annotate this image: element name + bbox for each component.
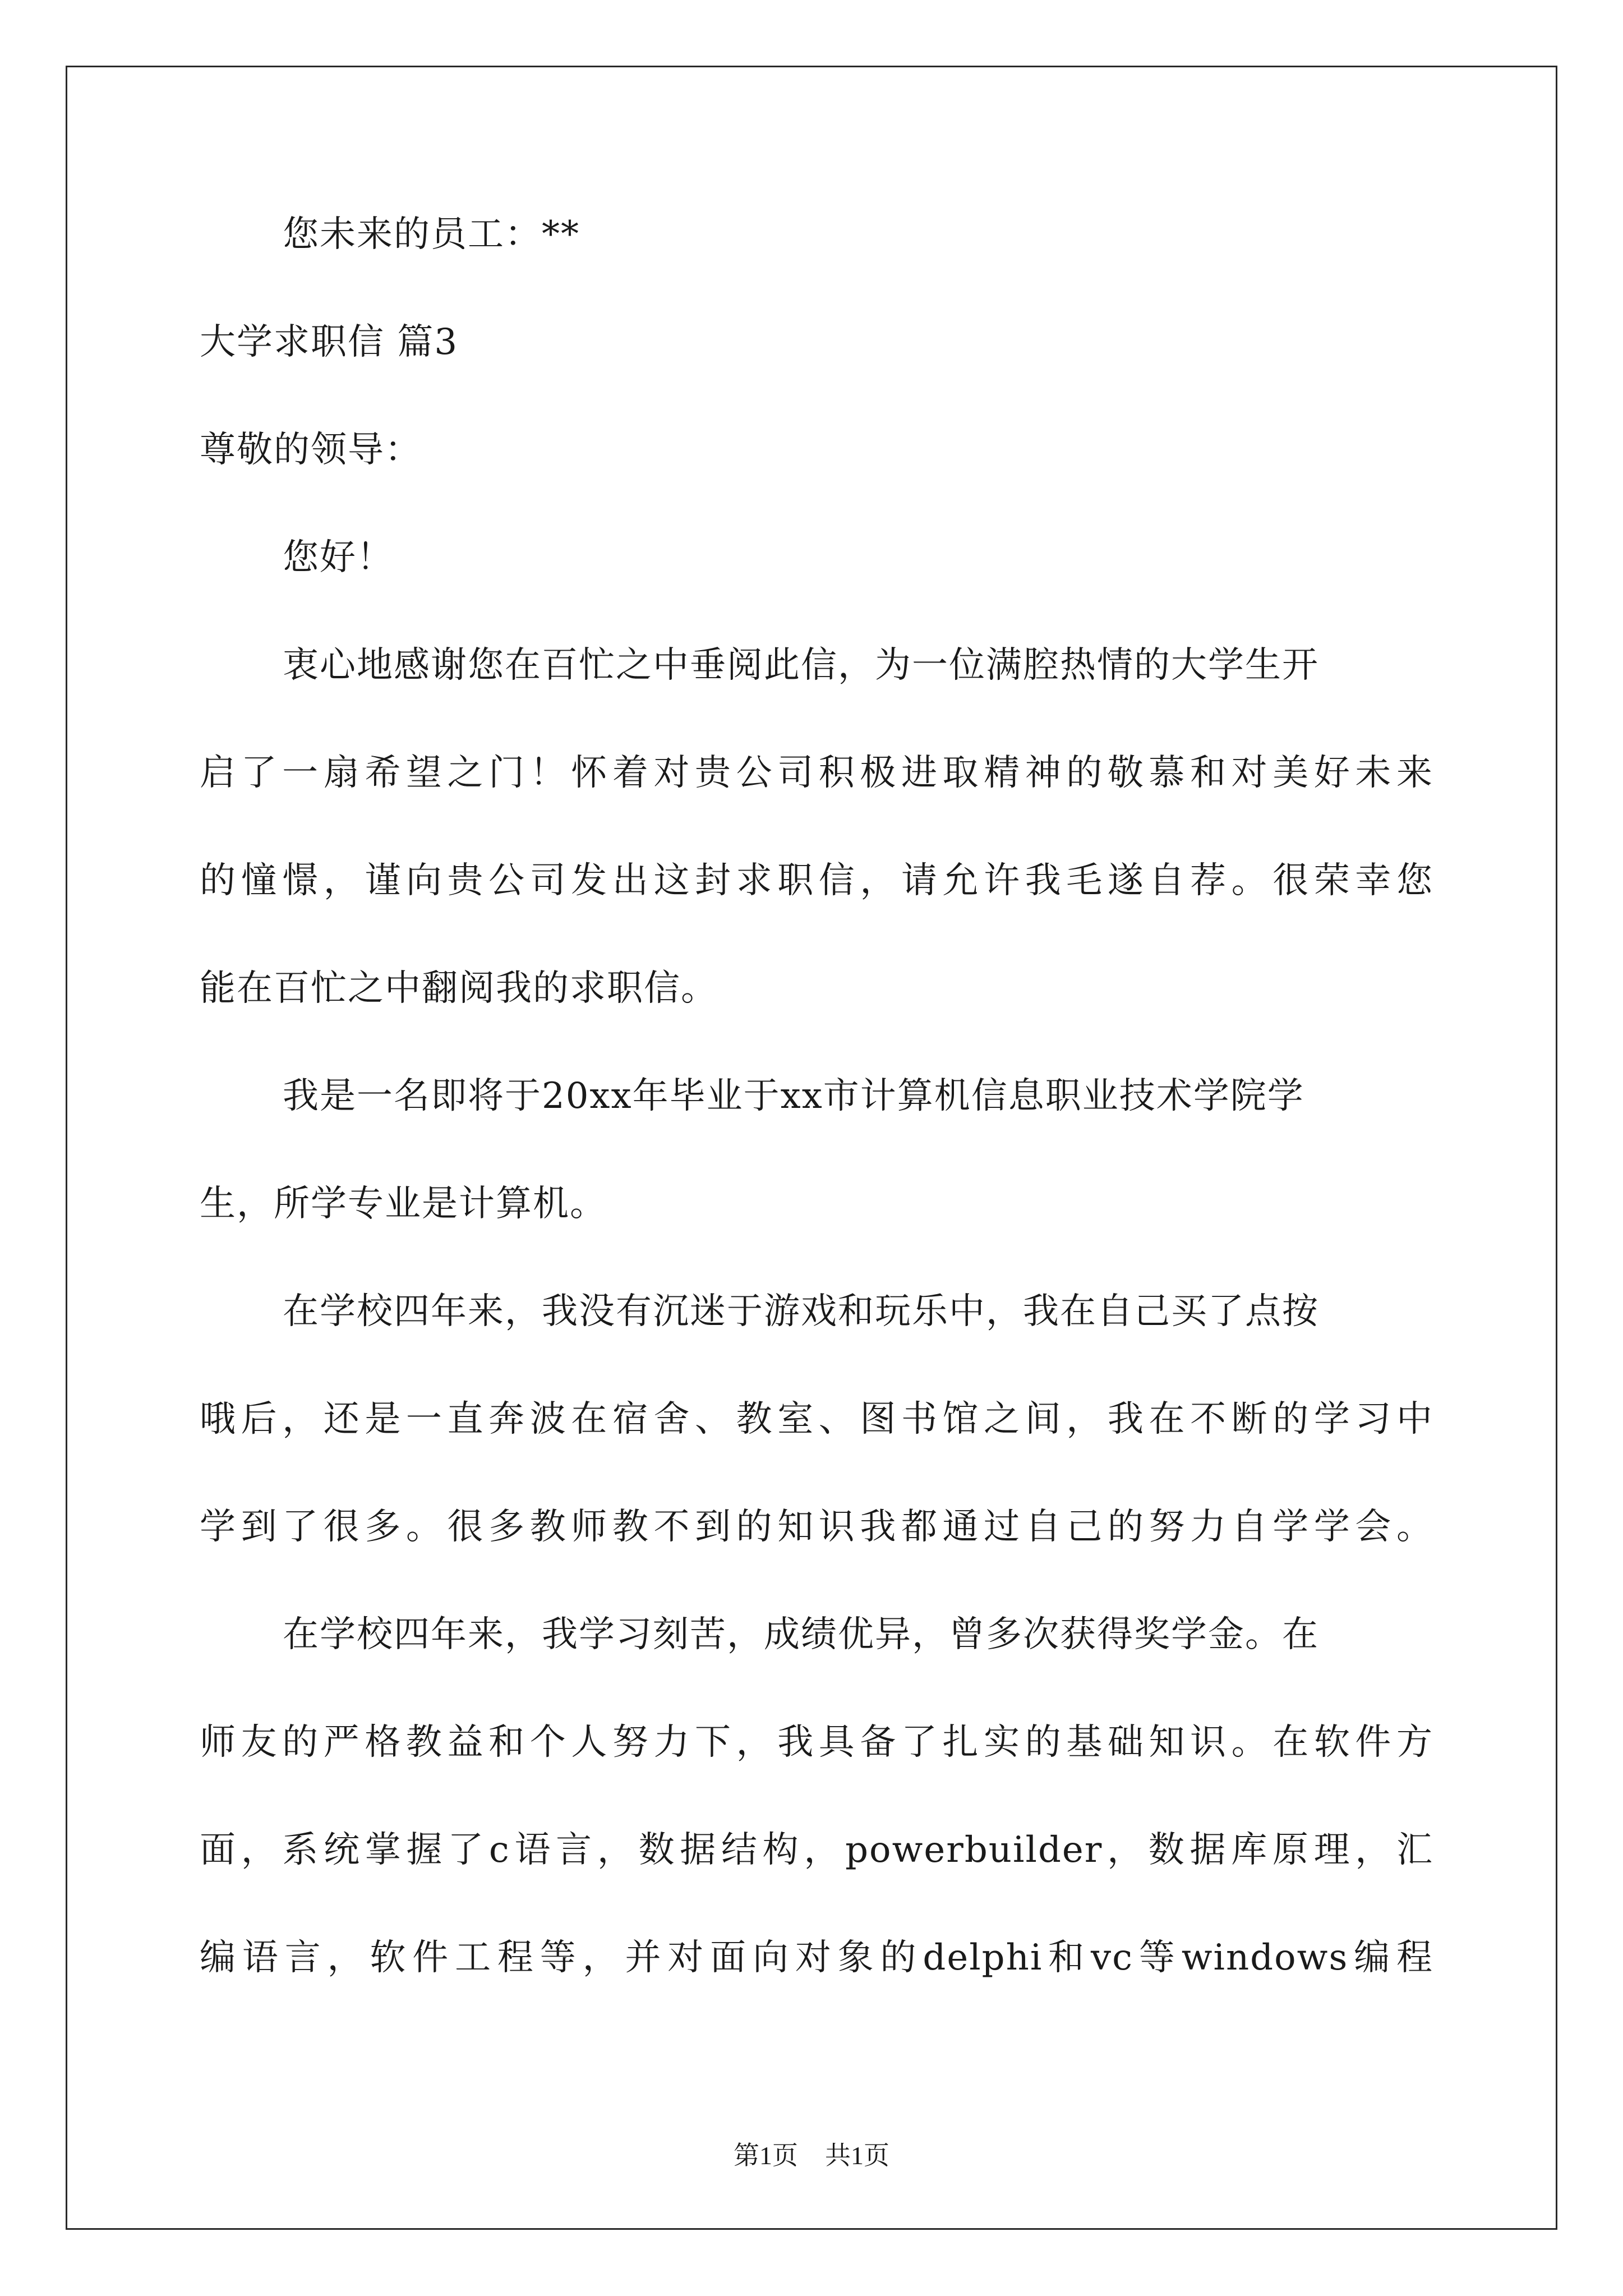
paragraph-line: 的憧憬，谨向贵公司发出这封求职信，请允许我毛遂自荐。很荣幸您 xyxy=(200,860,1433,901)
paragraph-line: 我是一名即将于20xx年毕业于xx市计算机信息职业技术学院学 xyxy=(283,1075,1304,1117)
page-border xyxy=(66,66,1557,2230)
paragraph-line: 能在百忙之中翻阅我的求职信。 xyxy=(200,968,718,1009)
paragraph-line: 衷心地感谢您在百忙之中垂阅此信，为一位满腔热情的大学生开 xyxy=(283,645,1319,686)
paragraph-line: 编语言，软件工程等，并对面向对象的delphi和vc等windows编程 xyxy=(200,1937,1433,1978)
paragraph-line: 面，系统掌握了c语言，数据结构，powerbuilder，数据库原理，汇 xyxy=(200,1829,1433,1871)
section-heading: 大学求职信 篇3 xyxy=(200,321,459,363)
paragraph-line: 生，所学专业是计算机。 xyxy=(200,1183,607,1225)
paragraph-line: 在学校四年来，我没有沉迷于游戏和玩乐中，我在自己买了点按 xyxy=(283,1291,1319,1332)
greeting: 您好！ xyxy=(283,537,394,578)
salutation: 尊敬的领导： xyxy=(200,429,422,471)
paragraph-line: 哦后，还是一直奔波在宿舍、教室、图书馆之间，我在不断的学习中 xyxy=(200,1398,1433,1440)
paragraph-line: 启了一扇希望之门！怀着对贵公司积极进取精神的敬慕和对美好未来 xyxy=(200,752,1433,794)
paragraph-line: 师友的严格教益和个人努力下，我具备了扎实的基础知识。在软件方 xyxy=(200,1722,1433,1763)
paragraph-line: 学到了很多。很多教师教不到的知识我都通过自己的努力自学学会。 xyxy=(200,1506,1433,1548)
closing-signature: 您未来的员工：** xyxy=(283,214,580,255)
paragraph-line: 在学校四年来，我学习刻苦，成绩优异，曾多次获得奖学金。在 xyxy=(283,1614,1319,1655)
page-number-current: 第1页 xyxy=(734,2141,798,2170)
page-footer xyxy=(0,2140,1623,2171)
page-number-total: 共1页 xyxy=(825,2141,889,2170)
